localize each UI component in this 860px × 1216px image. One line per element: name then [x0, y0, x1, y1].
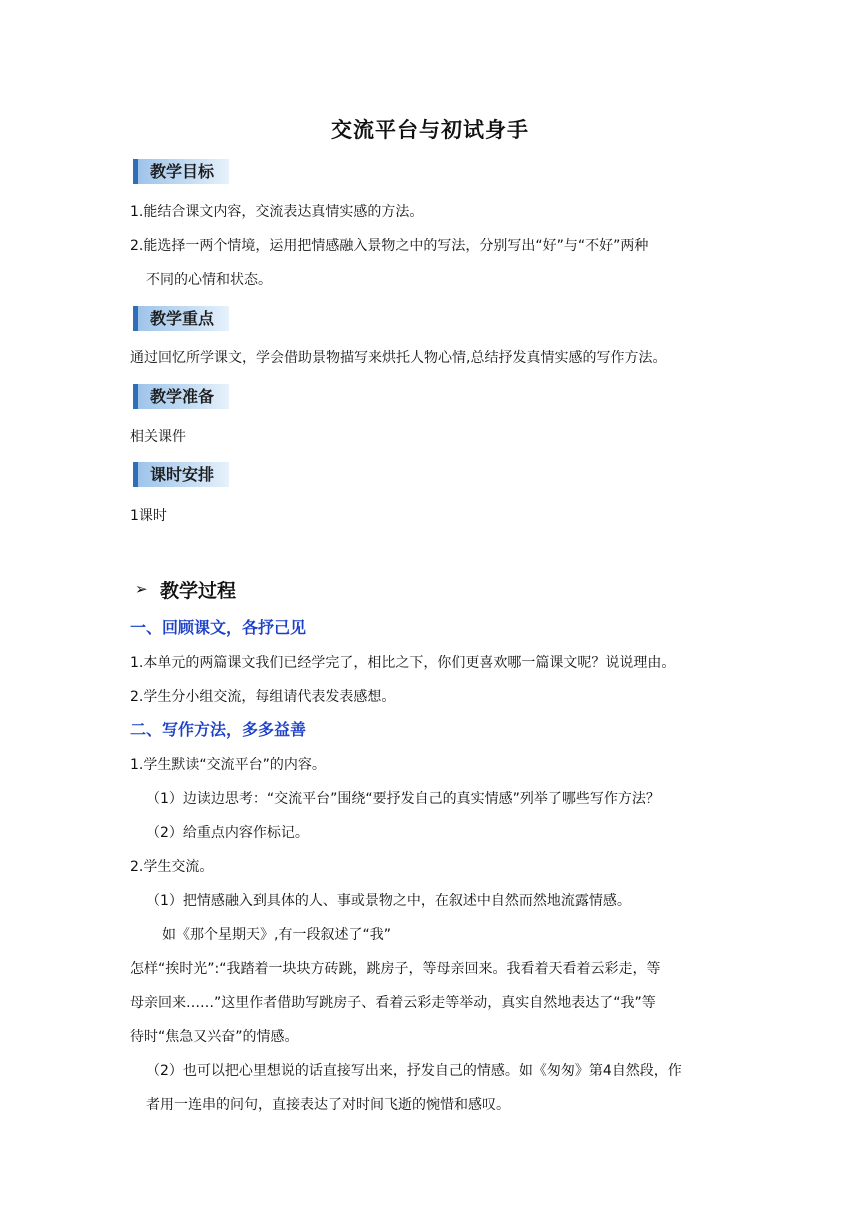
goal-line: 不同的心情和状态。 — [146, 272, 272, 288]
process-line: 待时“焦急又兴奋”的情感。 — [130, 1029, 299, 1045]
process-line: （1）边读边思考：“交流平台”围绕“要抒发自己的真实情感”列举了哪些写作方法？ — [146, 791, 660, 807]
process-line: 2.学生分小组交流，每组请代表发表感想。 — [130, 689, 396, 705]
section-tag-schedule: 课时安排 — [133, 462, 229, 487]
process-line: 2.学生交流。 — [130, 859, 214, 875]
process-line: 1.学生默读“交流平台”的内容。 — [130, 757, 326, 773]
focus-text: 通过回忆所学课文，学会借助景物描写来烘托人物心情,总结抒发真情实感的写作方法。 — [130, 350, 667, 366]
page-title: 交流平台与初试身手 — [331, 118, 529, 142]
process-line: 者用一连串的问句，直接表达了对时间飞逝的惋惜和感叹。 — [146, 1097, 510, 1113]
process-line: （1）把情感融入到具体的人、事或景物之中，在叙述中自然而然地流露情感。 — [146, 893, 631, 909]
process-line: 如《那个星期天》,有一段叙述了“我” — [162, 927, 391, 943]
process-line: 1.本单元的两篇课文我们已经学完了，相比之下，你们更喜欢哪一篇课文呢？说说理由。 — [130, 655, 676, 671]
process-line: （2）也可以把心里想说的话直接写出来，抒发自己的情感。如《匆匆》第4自然段，作 — [146, 1063, 682, 1079]
arrow-icon: ➢ — [135, 580, 148, 598]
goal-line: 2.能选择一两个情境，运用把情感融入景物之中的写法，分别写出“好”与“不好”两种 — [130, 238, 649, 254]
part1-heading: 一、回顾课文，各抒己见 — [130, 618, 307, 637]
process-line: （2）给重点内容作标记。 — [146, 825, 309, 841]
goal-line: 1.能结合课文内容，交流表达真情实感的方法。 — [130, 204, 424, 220]
section-tag-focus: 教学重点 — [133, 306, 229, 331]
prep-text: 相关课件 — [130, 429, 186, 445]
section-tag-goals: 教学目标 — [133, 159, 229, 184]
section-tag-prep: 教学准备 — [133, 384, 229, 409]
process-line: 母亲回来……”这里作者借助写跳房子、看着云彩走等举动，真实自然地表达了“我”等 — [130, 995, 656, 1011]
schedule-text: 1课时 — [130, 508, 167, 524]
part2-heading: 二、写作方法，多多益善 — [130, 720, 307, 739]
process-heading: 教学过程 — [160, 580, 237, 602]
process-line: 怎样“挨时光”:“我踏着一块块方砖跳，跳房子，等母亲回来。我看着天看着云彩走，等 — [130, 961, 661, 977]
